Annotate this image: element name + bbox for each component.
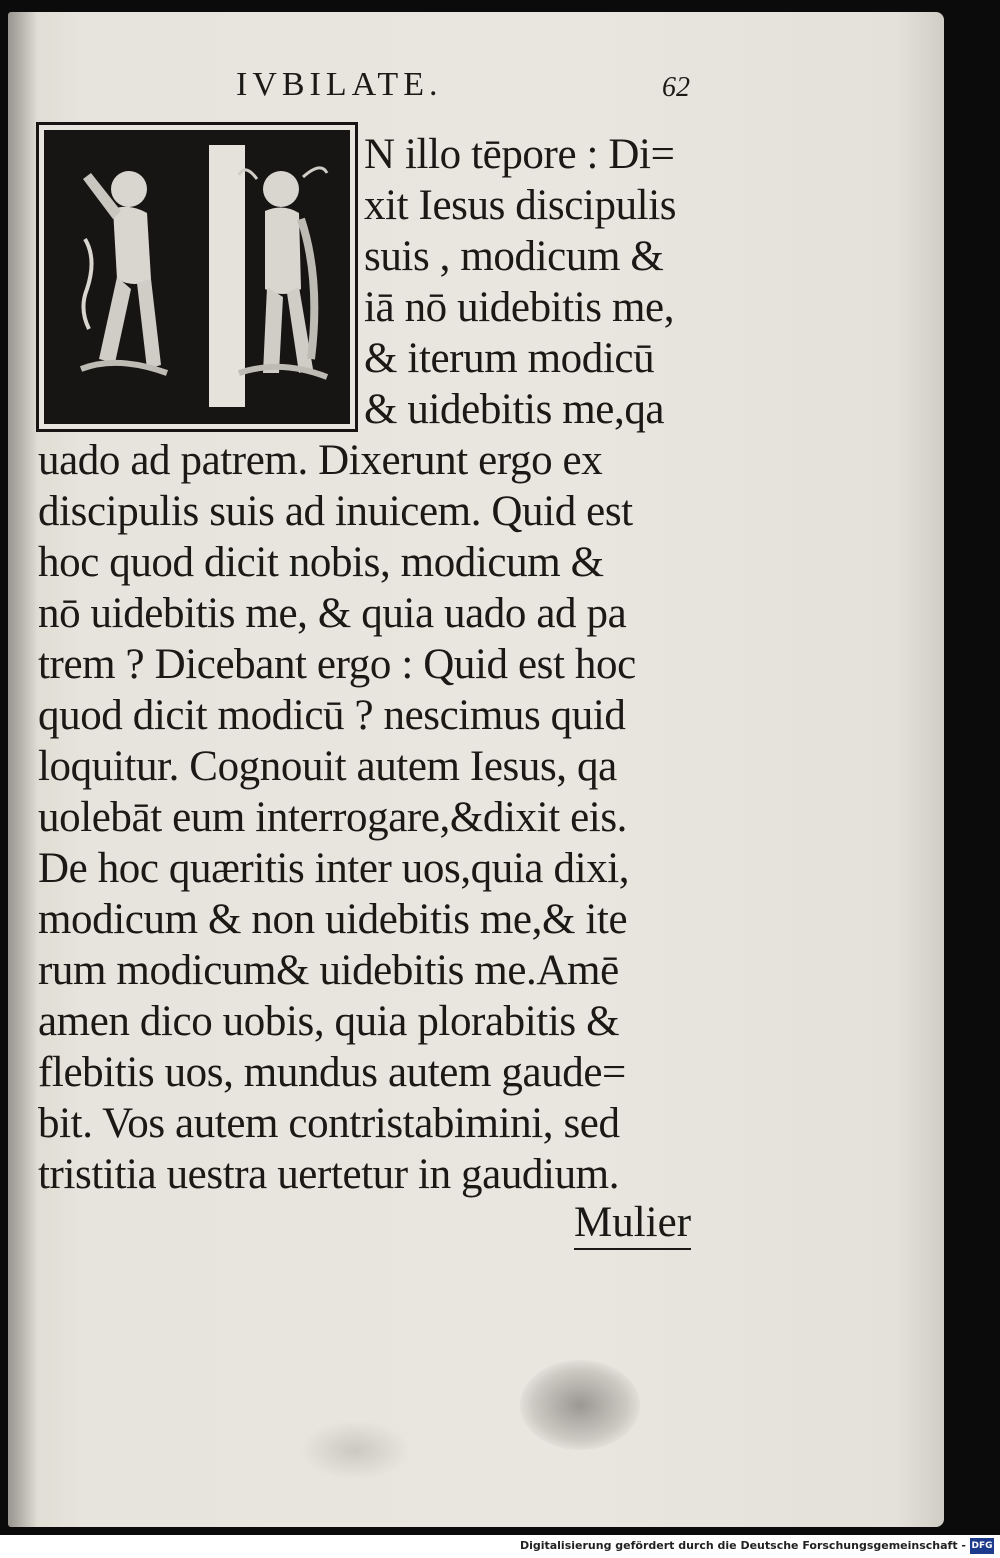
text-line: quod dicit modicū ? nescimus quid	[38, 692, 626, 739]
text-line: loquitur. Cognouit autem Iesus, qa	[38, 743, 617, 790]
text-line: tristitia uestra uertetur in gaudium.	[38, 1151, 620, 1198]
digitization-credit: Digitalisierung gefördert durch die Deutsche Forschungsgemeinschaft -	[519, 1539, 966, 1552]
folio-number: 62	[662, 72, 690, 103]
text-line: trem ? Dicebant ergo : Quid est hoc	[38, 641, 636, 688]
running-head: IVBILATE.	[236, 66, 443, 103]
text-line: iā nō uidebitis me,	[364, 284, 675, 331]
catchword: Mulier	[574, 1198, 691, 1250]
text-line: & uidebitis me,qa	[364, 386, 665, 433]
text-line: nō uidebitis me, & quia uado ad pa	[38, 590, 627, 637]
text-line: modicum & non uidebitis me,& ite	[38, 896, 628, 943]
text-line: bit. Vos autem contristabimini, sed	[38, 1100, 620, 1147]
text-line: xit Iesus discipulis	[364, 182, 677, 229]
text-line: hoc quod dicit nobis, modicum &	[38, 539, 604, 586]
paper-stain	[300, 1420, 410, 1480]
dfg-logo-icon: DFG	[970, 1538, 994, 1554]
text-line: N illo tēpore : Di=	[364, 131, 675, 178]
ink-smudge	[520, 1360, 640, 1450]
text-line: discipulis suis ad inuicem. Quid est	[38, 488, 633, 535]
text-line: uolebāt eum interrogare,&dixit eis.	[38, 794, 628, 841]
text-line: rum modicum& uidebitis me.Amē	[38, 947, 619, 994]
text-line: uado ad patrem. Dixerunt ergo ex	[38, 437, 603, 484]
text-line: amen dico uobis, quia plorabitis &	[38, 998, 620, 1045]
text-line: De hoc quæritis inter uos,quia dixi,	[38, 845, 630, 892]
text-line: flebitis uos, mundus autem gaude=	[38, 1049, 626, 1096]
text-line: & iterum modicū	[364, 335, 655, 382]
text-line: suis , modicum &	[364, 233, 664, 280]
